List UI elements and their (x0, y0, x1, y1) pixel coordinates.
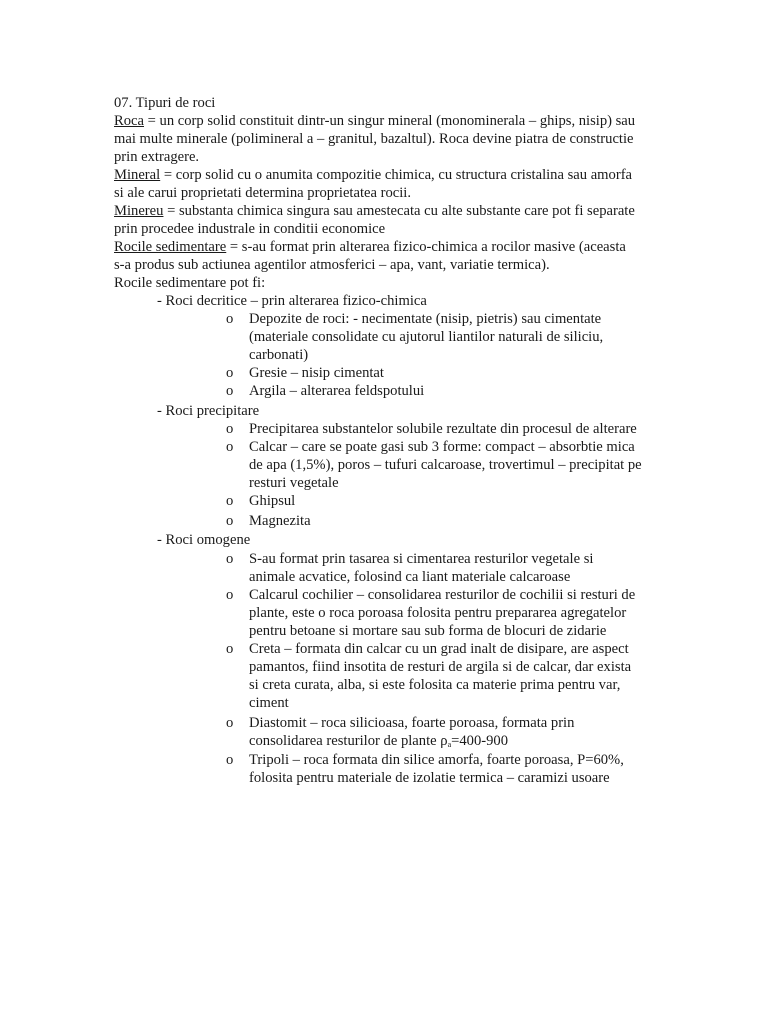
list-item-tripoli-line-1: Tripoli – roca formata din silice amorfa, foarte poroasa, P=60%, (249, 752, 624, 768)
list-item-depozite-line-1: Depozite de roci: - necimentate (nisip, pietris) sau cimentate (249, 311, 602, 327)
term-roca: Roca (114, 113, 144, 129)
term-rocile-sedimentare: Rocile sedimentare (114, 239, 227, 255)
list-item-format-line-2: animale acvatice, folosind ca liant materiale calcaroase (249, 569, 571, 585)
definition-minereu-line-1: Minereu = substanta chimica singura sau amestecata cu alte substante care pot fi separate (114, 203, 635, 219)
bullet-marker: o (226, 551, 234, 567)
bullet-marker: o (226, 715, 234, 731)
bullet-marker: o (226, 752, 234, 768)
list-item-diastomit-line-1: Diastomit – roca silicioasa, foarte poroasa, formata prin (249, 715, 575, 731)
bullet-marker: o (226, 513, 234, 529)
group-heading-precipitare: - Roci precipitare (157, 403, 260, 419)
bullet-marker: o (226, 421, 234, 437)
list-item-magnezita: Magnezita (249, 513, 311, 529)
definition-sedimentare-line-2: s-a produs sub actiunea agentilor atmosferici – apa, vant, variatie termica). (114, 257, 550, 273)
list-item-ghipsul: Ghipsul (249, 493, 296, 509)
definition-mineral-line-2: si ale carui proprietati determina proprietatea rocii. (114, 185, 412, 201)
list-item-calcar-line-2: de apa (1,5%), poros – tufuri calcaroase, trovertimul – precipitat pe (249, 457, 642, 473)
list-item-diastomit-line-2: consolidarea resturilor de plante $\rho_a=400-900$ (249, 733, 508, 749)
list-item-creta-line-2: pamantos, fiind insotita de resturi de argila si de calcar, dar exista (249, 659, 632, 675)
list-item-tripoli-line-2: folosita pentru materiale de izolatie termica – caramizi usoare (249, 770, 610, 786)
list-item-argila: Argila – alterarea feldspotului (249, 383, 425, 399)
density-subscript: a (447, 740, 452, 749)
list-item-creta-line-3: si creta curata, alba, si este folosita ca materie prima pentru var, (249, 677, 621, 693)
list-item-calcarul-line-3: pentru betoane si mortare sau sub forma de blocuri de zidarie (249, 623, 607, 639)
bullet-marker: o (226, 311, 234, 327)
bullet-marker: o (226, 641, 234, 657)
bullet-marker: o (226, 493, 234, 509)
list-item-creta-line-1: Creta – formata din calcar cu un grad inalt de disipare, are aspect (249, 641, 629, 657)
list-item-calcar-line-1: Calcar – care se poate gasi sub 3 forme: compact – absorbtie mica (249, 439, 635, 455)
term-minereu: Minereu (114, 203, 164, 219)
list-item-calcarul-line-1: Calcarul cochilier – consolidarea resturilor de cochilii si resturi de (249, 587, 636, 603)
list-item-calcarul-line-2: plante, este o roca poroasa folosita pentru prepararea agregatelor (249, 605, 627, 621)
bullet-marker: o (226, 439, 234, 455)
definition-minereu-line-2: prin procedee industrale in conditii economice (114, 221, 386, 237)
group-heading-decritice: - Roci decritice – prin alterarea fizico-chimica (157, 293, 427, 309)
list-item-creta-line-4: ciment (249, 695, 289, 711)
sedimentary-intro: Rocile sedimentare pot fi: (114, 275, 266, 291)
group-heading-omogene: - Roci omogene (157, 532, 251, 548)
document-title: 07. Tipuri de roci (114, 95, 216, 111)
list-item-calcar-line-3: resturi vegetale (249, 475, 339, 491)
bullet-marker: o (226, 383, 234, 399)
definition-mineral-line-1: Mineral = corp solid cu o anumita compozitie chimica, cu structura cristalina sau amorfa (114, 167, 633, 183)
definition-roca-line-1: Roca = un corp solid constituit dintr-un singur mineral (monominerala – ghips, nisip) sau (114, 113, 636, 129)
definition-roca-line-3: prin extragere. (114, 149, 200, 165)
list-item-precipitarea: Precipitarea substantelor solubile rezultate din procesul de alterare (249, 421, 637, 437)
definition-sedimentare-line-1: Rocile sedimentare = s-au format prin alterarea fizico-chimica a rocilor masive (aceasta (114, 239, 626, 255)
bullet-marker: o (226, 365, 234, 381)
list-item-gresie: Gresie – nisip cimentat (249, 365, 384, 381)
term-mineral: Mineral (114, 167, 161, 183)
bullet-marker: o (226, 587, 234, 603)
list-item-depozite-line-3: carbonati) (249, 347, 309, 363)
definition-roca-line-2: mai multe minerale (polimineral a – granitul, bazaltul). Roca devine piatra de constructie (114, 131, 634, 147)
list-item-format-line-1: S-au format prin tasarea si cimentarea resturilor vegetale si (249, 551, 594, 567)
list-item-depozite-line-2: (materiale consolidate cu ajutorul liantilor naturali de siliciu, (249, 329, 604, 345)
